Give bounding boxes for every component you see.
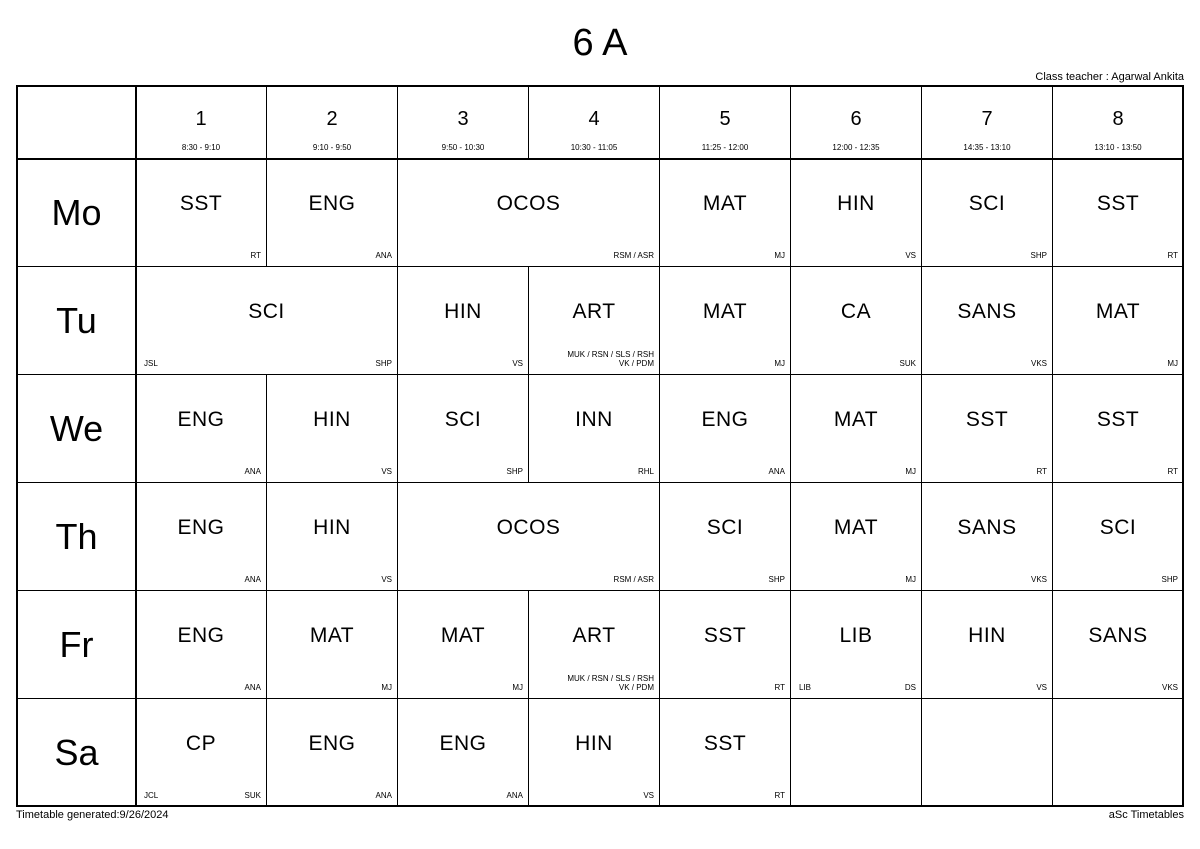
lesson-teacher: SHP — [768, 575, 785, 584]
lesson-teacher: MUK / RSN / SLS / RSH VK / PDM — [567, 674, 654, 692]
lesson-cell — [660, 267, 791, 375]
lesson-subject: HIN — [444, 300, 482, 323]
lesson-teacher: RHL — [637, 467, 654, 476]
lesson-subject: SCI — [706, 516, 744, 539]
lesson-subject: ENG — [439, 732, 487, 755]
period-header-4 — [529, 87, 660, 159]
lesson-subject: SCI — [1099, 516, 1137, 539]
lesson-subject: SCI — [968, 192, 1006, 215]
lesson-teacher: SUK — [244, 791, 261, 800]
lesson-subject: SST — [703, 732, 747, 755]
lesson-teacher: SHP — [1030, 251, 1047, 260]
lesson-subject: SCI — [248, 300, 285, 323]
lesson-teacher: RSM / ASR — [613, 251, 654, 260]
lesson-room: JCL — [144, 791, 159, 800]
lesson-room: LIB — [799, 683, 812, 692]
period-time: 10:30 - 11:05 — [570, 143, 618, 152]
lesson-cell — [922, 267, 1053, 375]
lesson-cell — [398, 591, 529, 699]
day-label-cell — [18, 375, 136, 483]
lesson-subject: CA — [840, 300, 872, 323]
lesson-cell — [1053, 159, 1184, 267]
period-header-5 — [660, 87, 791, 159]
period-header-6 — [791, 87, 922, 159]
lesson-subject: ART — [572, 624, 616, 647]
period-header-8 — [1053, 87, 1184, 159]
period-number: 1 — [195, 108, 207, 130]
lesson-subject: LIB — [839, 624, 873, 647]
day-name: Th — [55, 515, 98, 557]
lesson-cell — [136, 483, 267, 591]
lesson-teacher: SHP — [375, 359, 392, 368]
lesson-cell — [267, 591, 398, 699]
lesson-cell — [922, 591, 1053, 699]
lesson-cell — [660, 375, 791, 483]
period-number: 2 — [326, 108, 338, 130]
lesson-teacher: ANA — [768, 467, 785, 476]
page-title: 6 A — [572, 22, 628, 64]
day-name: Tu — [56, 299, 97, 341]
corner-cell — [18, 87, 136, 159]
lesson-cell — [267, 159, 398, 267]
brand-label: aSc Timetables — [1108, 809, 1184, 821]
lesson-teacher: MJ — [905, 575, 916, 584]
lesson-teacher: VS — [381, 467, 392, 476]
lesson-teacher: SHP — [1161, 575, 1178, 584]
day-label-cell — [18, 267, 136, 375]
lesson-subject: ENG — [177, 624, 225, 647]
lesson-cell — [660, 483, 791, 591]
lesson-teacher: ANA — [375, 251, 392, 260]
period-number: 6 — [850, 108, 862, 130]
day-name: Sa — [54, 731, 99, 773]
lesson-cell — [136, 375, 267, 483]
lesson-cell — [267, 375, 398, 483]
lesson-cell — [791, 159, 922, 267]
lesson-teacher: VS — [643, 791, 654, 800]
period-time: 12:00 - 12:35 — [832, 143, 880, 152]
lesson-teacher: RT — [1167, 467, 1178, 476]
day-label-cell — [18, 159, 136, 267]
lesson-cell — [398, 375, 529, 483]
lesson-subject: SST — [1096, 192, 1140, 215]
lesson-cell — [529, 591, 660, 699]
period-number: 5 — [719, 108, 731, 130]
lesson-subject: SST — [1096, 408, 1140, 431]
lesson-subject: MAT — [833, 408, 879, 431]
lesson-cell — [398, 483, 660, 591]
lesson-teacher: ANA — [244, 575, 261, 584]
lesson-cell — [398, 699, 529, 807]
lesson-teacher: VKS — [1030, 575, 1047, 584]
lesson-cell — [791, 591, 922, 699]
lesson-cell — [660, 699, 791, 807]
generated-date: Timetable generated:9/26/2024 — [16, 809, 169, 821]
lesson-teacher: SUK — [899, 359, 916, 368]
period-number: 7 — [981, 108, 993, 130]
lesson-cell — [529, 375, 660, 483]
lesson-teacher: VS — [1036, 683, 1047, 692]
day-column-separator — [135, 87, 137, 805]
lesson-subject: HIN — [968, 624, 1006, 647]
lesson-cell — [1053, 267, 1184, 375]
lesson-cell — [922, 375, 1053, 483]
lesson-teacher: RSM / ASR — [613, 575, 654, 584]
lesson-subject: ENG — [177, 516, 225, 539]
period-header-7 — [922, 87, 1053, 159]
lesson-cell — [267, 483, 398, 591]
lesson-subject: CP — [185, 732, 217, 755]
day-label-cell — [18, 591, 136, 699]
period-time: 11:25 - 12:00 — [701, 143, 749, 152]
lesson-subject: MAT — [702, 300, 748, 323]
lesson-cell — [398, 159, 660, 267]
lesson-room: JSL — [144, 359, 158, 368]
lesson-cell — [791, 483, 922, 591]
lesson-teacher: RT — [774, 683, 785, 692]
class-teacher-label: Class teacher : Agarwal Ankita — [1035, 71, 1184, 83]
lesson-cell — [398, 267, 529, 375]
lesson-teacher: VS — [905, 251, 916, 260]
lesson-teacher: MJ — [1167, 359, 1178, 368]
lesson-subject: SANS — [1088, 624, 1148, 647]
day-name: We — [49, 407, 104, 449]
timetable-grid — [16, 85, 1184, 807]
lesson-subject: MAT — [1095, 300, 1141, 323]
period-header-1 — [136, 87, 267, 159]
lesson-subject: ENG — [308, 192, 356, 215]
day-label-cell — [18, 483, 136, 591]
day-label-cell — [18, 699, 136, 807]
period-number: 3 — [457, 108, 469, 130]
lesson-subject: ENG — [701, 408, 749, 431]
lesson-teacher: MJ — [774, 359, 785, 368]
lesson-subject: MAT — [309, 624, 355, 647]
lesson-cell — [660, 159, 791, 267]
lesson-subject: SST — [703, 624, 747, 647]
lesson-subject: ENG — [308, 732, 356, 755]
period-header-3 — [398, 87, 529, 159]
period-number: 4 — [588, 108, 600, 130]
lesson-teacher: ANA — [244, 683, 261, 692]
lesson-cell — [529, 699, 660, 807]
lesson-teacher: VKS — [1030, 359, 1047, 368]
period-time: 8:30 - 9:10 — [181, 143, 221, 152]
lesson-teacher: RT — [250, 251, 261, 260]
period-header-2 — [267, 87, 398, 159]
lesson-cell — [791, 699, 922, 807]
lesson-cell — [529, 267, 660, 375]
lesson-subject: HIN — [575, 732, 613, 755]
lesson-cell — [267, 699, 398, 807]
lesson-teacher: RT — [1167, 251, 1178, 260]
lesson-subject: HIN — [313, 408, 351, 431]
lesson-cell — [1053, 483, 1184, 591]
lesson-subject: SCI — [444, 408, 482, 431]
lesson-subject: OCOS — [496, 516, 561, 539]
lesson-subject: SANS — [957, 516, 1017, 539]
lesson-cell — [136, 591, 267, 699]
lesson-teacher: RT — [1036, 467, 1047, 476]
lesson-subject: HIN — [837, 192, 875, 215]
lesson-subject: MAT — [440, 624, 486, 647]
lesson-subject: SANS — [957, 300, 1017, 323]
lesson-cell — [1053, 375, 1184, 483]
lesson-subject: ENG — [177, 408, 225, 431]
lesson-cell — [660, 591, 791, 699]
lesson-subject: SST — [179, 192, 223, 215]
header-separator — [18, 158, 1182, 160]
lesson-cell — [136, 699, 267, 807]
lesson-teacher: MJ — [512, 683, 523, 692]
lesson-teacher: MJ — [381, 683, 392, 692]
lesson-teacher: ANA — [375, 791, 392, 800]
lesson-cell — [791, 267, 922, 375]
lesson-subject: HIN — [313, 516, 351, 539]
lesson-teacher: VKS — [1161, 683, 1178, 692]
period-number: 8 — [1112, 108, 1124, 130]
lesson-teacher: ANA — [244, 467, 261, 476]
lesson-subject: MAT — [833, 516, 879, 539]
lesson-teacher: ANA — [506, 791, 523, 800]
lesson-teacher: RT — [774, 791, 785, 800]
lesson-subject: MAT — [702, 192, 748, 215]
lesson-cell — [791, 375, 922, 483]
day-name: Mo — [51, 191, 102, 233]
period-time: 13:10 - 13:50 — [1094, 143, 1142, 152]
lesson-subject: SST — [965, 408, 1009, 431]
lesson-cell — [1053, 591, 1184, 699]
lesson-subject: INN — [575, 408, 613, 431]
lesson-teacher: MJ — [774, 251, 785, 260]
lesson-teacher: MJ — [905, 467, 916, 476]
lesson-teacher: SHP — [506, 467, 523, 476]
lesson-teacher: MUK / RSN / SLS / RSH VK / PDM — [567, 350, 654, 368]
period-time: 9:50 - 10:30 — [441, 143, 485, 152]
lesson-cell — [136, 159, 267, 267]
period-time: 14:35 - 13:10 — [963, 143, 1011, 152]
lesson-teacher: VS — [381, 575, 392, 584]
period-time: 9:10 - 9:50 — [312, 143, 352, 152]
lesson-subject: OCOS — [496, 192, 561, 215]
day-name: Fr — [59, 623, 94, 665]
lesson-teacher: DS — [904, 683, 916, 692]
lesson-cell — [136, 267, 398, 375]
lesson-cell — [922, 699, 1053, 807]
lesson-cell — [922, 159, 1053, 267]
lesson-subject: ART — [572, 300, 616, 323]
lesson-teacher: VS — [512, 359, 523, 368]
lesson-cell — [1053, 699, 1184, 807]
lesson-cell — [922, 483, 1053, 591]
